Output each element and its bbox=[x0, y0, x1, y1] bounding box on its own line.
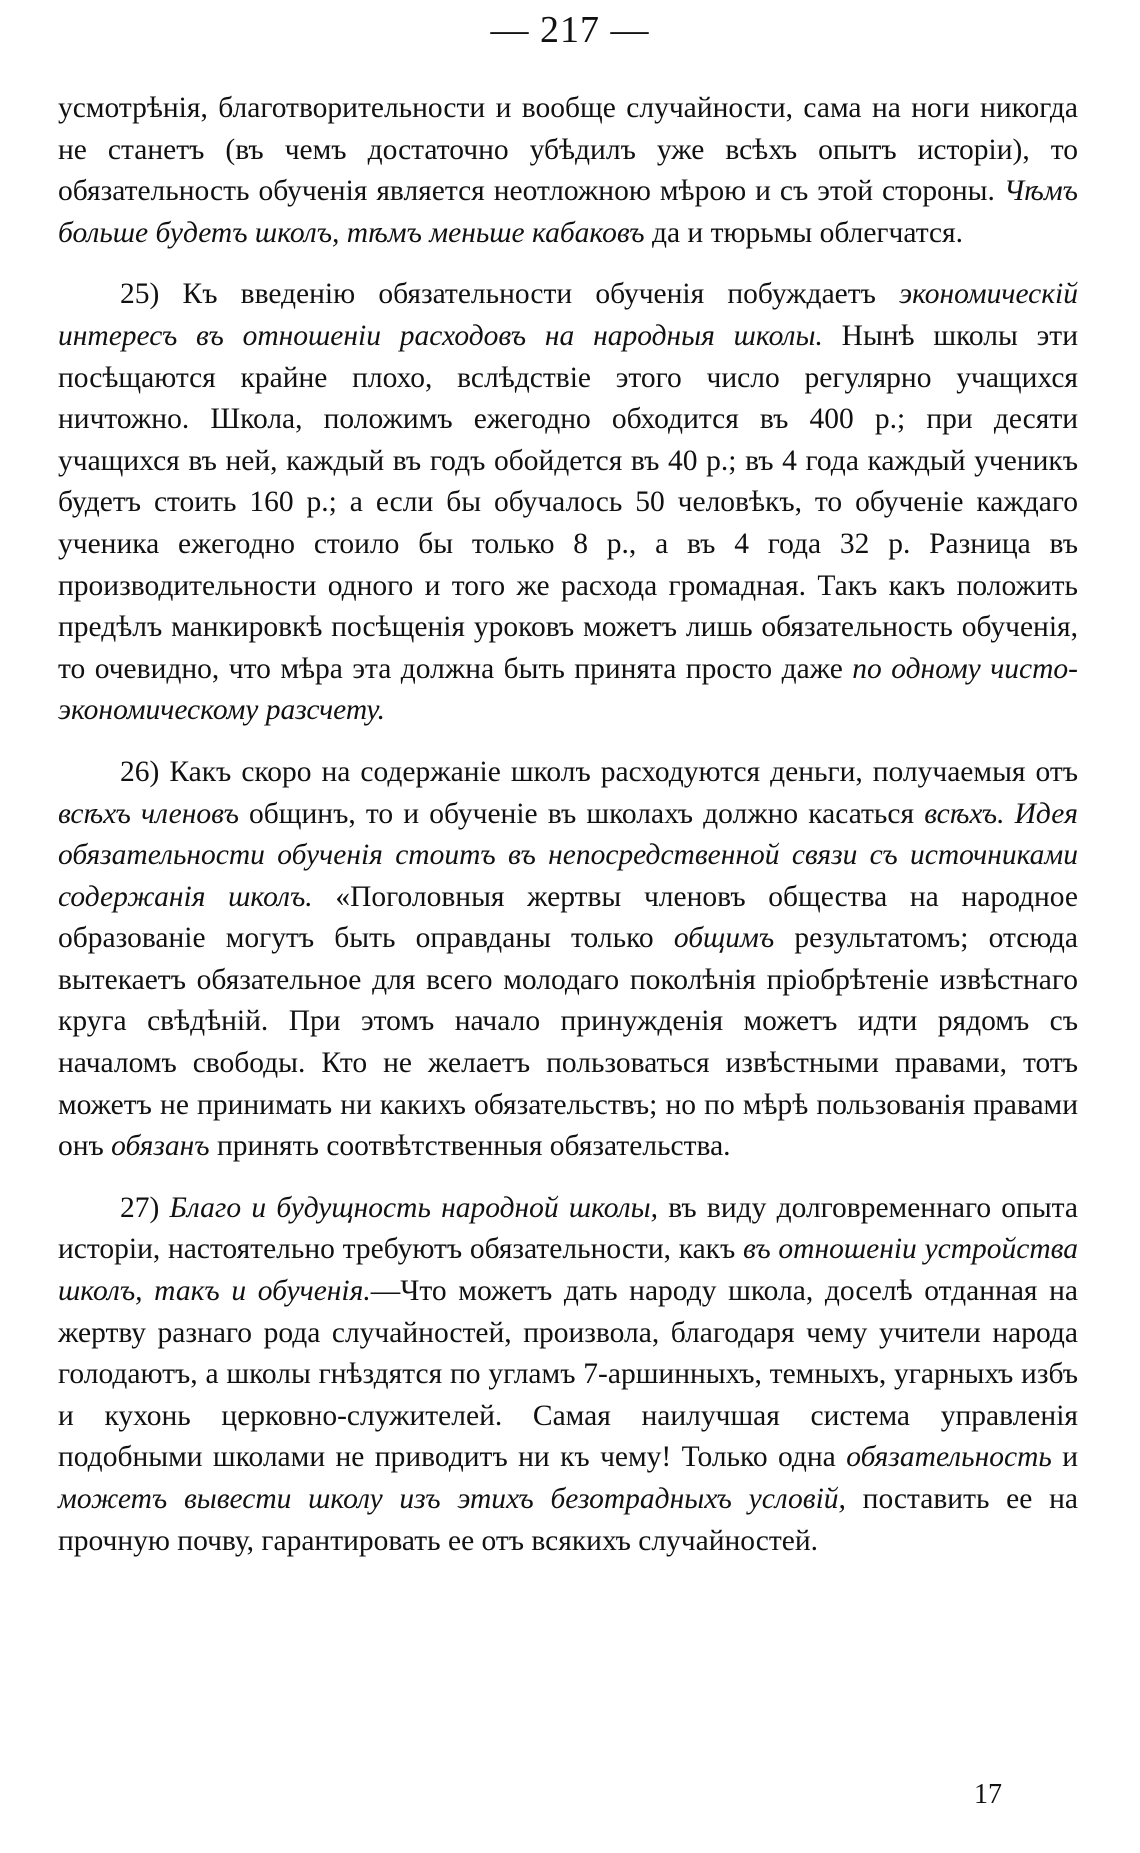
text-run: 27) bbox=[120, 1191, 170, 1224]
text-run: поставить ее на прочную почву, гарантировать ее отъ всякихъ случайностей. bbox=[58, 1483, 1078, 1557]
paragraph-27 bbox=[58, 1188, 1078, 1562]
italic-text-run: обязанъ bbox=[111, 1130, 210, 1163]
text-run: и bbox=[1051, 1441, 1078, 1474]
text-body bbox=[58, 88, 1078, 1582]
italic-text-run: общимъ bbox=[673, 922, 775, 955]
text-run: Нынѣ школы эти посѣщаются крайне плохо, вслѣдствіе этого число регулярно учащихся ничтожно. Школа, положимъ ежегодно обходится въ 400 р.; при десяти учащихся въ ней, каждый въ годъ обойдется въ 40 р.; въ 4 года каждый ученикъ будетъ стоить 160 р.; а если бы обучалось 50 человѣкъ, то обученіе каждаго ученика ежегодно стоило бы только 8 р., а въ 4 года 32 р. Разница въ производительности одного и того же расхода громадная. Такъ какъ положить предѣлъ манкировкѣ посѣщенія уроковъ можетъ лишь обязательность обученія, то очевидно, что мѣра эта должна быть принята просто даже bbox=[58, 319, 1078, 685]
signature-mark: 17 bbox=[974, 1779, 1002, 1810]
italic-text-run: всѣхъ членовъ bbox=[58, 797, 239, 830]
italic-text-run: Благо и будущность народной школы, bbox=[169, 1191, 659, 1224]
italic-text-run: обязательность bbox=[846, 1441, 1052, 1474]
text-run: «Поголовныя жертвы членовъ общества на народное образованіе могутъ быть оправданы только bbox=[58, 880, 1079, 955]
text-run: результатомъ; отсюда вытекаетъ обязательное для всего молодаго поколѣнія пріобрѣтеніе извѣстнаго круга свѣдѣній. При этомъ начало принужденія можетъ идти рядомъ съ началомъ свободы. Кто не желаетъ пользоваться извѣстными правами, тотъ можетъ не принимать ни какихъ обязательствъ; но по мѣрѣ пользованія правами онъ bbox=[58, 922, 1079, 1163]
text-run: да и тюрьмы облегчатся. bbox=[644, 216, 963, 249]
italic-text-run: можетъ вывести школу изъ этихъ безотрадныхъ условій, bbox=[58, 1483, 846, 1515]
italic-text-run: Чѣмъ больше будетъ школъ, тѣмъ меньше кабаковъ bbox=[58, 175, 1078, 249]
italic-text-run: экономическій интересъ въ отношеніи расходовъ на народныя школы. bbox=[58, 278, 1078, 352]
italic-text-run: всѣхъ. Идея обязательности обученія стоитъ въ непосредственной связи съ источниками содержанія школъ. bbox=[58, 797, 1078, 913]
text-run: принять соотвѣтственныя обязательства. bbox=[209, 1130, 731, 1163]
italic-text-run: въ отношеніи устройства школъ, такъ и обученія. bbox=[58, 1233, 1079, 1308]
italic-text-run: по одному чисто-экономическому разсчету. bbox=[58, 652, 1079, 727]
page-number: — 217 — bbox=[490, 9, 650, 51]
text-run: —Что можетъ дать народу школа, доселѣ отданная на жертву разнаго рода случайностей, произвола, благодаря чему учители народа голодаютъ, а школы гнѣздятся по угламъ 7-аршинныхъ, темныхъ, угарныхъ избъ и кухонь церковно-служителей. Самая наилучшая система управленія подобными школами не приводитъ ни къ чему! Только одна bbox=[58, 1275, 1079, 1474]
text-run: въ виду долговременнаго опыта исторіи, настоятельно требуютъ обязательности, какъ bbox=[58, 1191, 1079, 1266]
paragraph-continuation bbox=[58, 88, 1078, 254]
text-run: 26) Какъ скоро на содержаніе школъ расходуются деньги, получаемыя отъ bbox=[120, 755, 1078, 788]
text-run: общинъ, то и обученіе въ школахъ должно касаться bbox=[238, 797, 925, 830]
paragraph-26 bbox=[58, 752, 1078, 1168]
paragraph-25 bbox=[58, 274, 1078, 732]
text-run: усмотрѣнія, благотворительности и вообще случайности, сама на ноги никогда не станетъ (въ чемъ достаточно убѣдилъ уже всѣхъ опытъ исторіи), то обязательность обученія является неотложною мѣрою и съ этой стороны. bbox=[58, 92, 1078, 208]
text-run: 25) Къ введенію обязательности обученія побуждаетъ bbox=[120, 278, 900, 311]
